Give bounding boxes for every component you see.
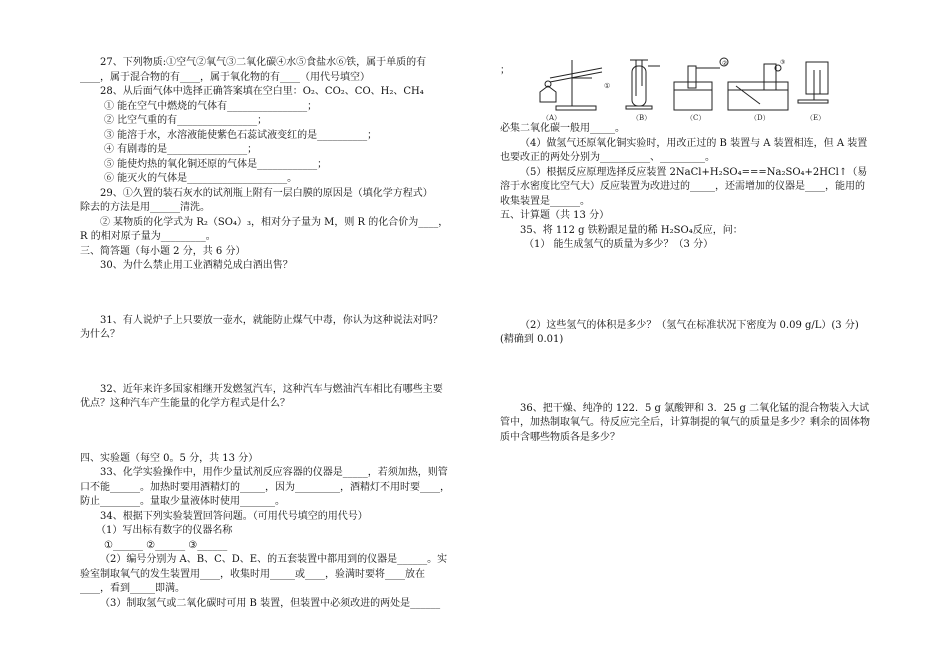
question-34: 34、根据下列实验装置回答问题。（可用代号填空的用代号） — [100, 510, 368, 522]
svg-text:③: ③ — [780, 59, 786, 66]
apparatus-b — [626, 60, 660, 109]
q28-item-3: ③ 能溶于水，水溶液能使紫色石蕊试液变红的是__________； — [104, 129, 378, 141]
apparatus-diagram — [510, 56, 850, 122]
label-e: （E） — [806, 114, 826, 122]
q34-part5: （5）根据反应原理选择反应装置 2NaCl+H₂SO₄===Na₂SO₄+2HCl↑（易溶于水密度比空气大）反应装置为改进过的_____，还需增加的仪器是____，能用的收集装置是______。 — [500, 166, 868, 207]
q35-part1: （1） 能生成氢气的质量为多少？（3 分） — [524, 239, 714, 250]
q34-part3: （3）制取氢气或二氧化碳时可用 B 装置，但装置中必须改进的两处是______ — [100, 597, 441, 609]
left-column — [80, 56, 452, 611]
question-33: 33、化学实验操作中，用作少量试剂反应容器的仪器是_____，若须加热，则管口不能______。加热时要用酒精灯的_____，因为_________，酒精灯不用时要____，防止________。量取少量液体时使用_______。 — [80, 467, 450, 507]
svg-text:②: ② — [722, 60, 728, 67]
q28-item-5: ⑤ 能使灼热的氧化铜还原的气体是____________； — [104, 158, 328, 170]
apparatus-a — [540, 60, 610, 110]
q28-item-6: ⑥ 能灭火的气体是____________________。 — [104, 173, 298, 184]
question-29-part1b: 除去的方法是用______清洗。 — [80, 202, 210, 213]
apparatus-semicolon: ； — [500, 65, 510, 76]
q34-part1-blanks: ①______ ②______ ③______ — [104, 539, 228, 551]
question-32: 32、近年来许多国家相继开发燃氢汽车，这种汽车与燃油汽车相比有哪些主要优点？这种汽车产生能量的化学方程式是什么？ — [80, 383, 443, 409]
question-30: 30、为什么禁止用工业酒精兑成白酒出售？ — [100, 260, 293, 271]
question-36: 36、把干燥、纯净的 122．5 g 氯酸钾和 3．25 g 二氧化锰的混合物装入大试管中，加热制取氧气。待反应完全后，计算制提的氧气的质量是多少？剩余的固体物质中含哪些物质各是多少？ — [500, 402, 870, 443]
svg-text:①: ① — [604, 82, 611, 90]
q28-item-2: ② 比空气重的有________________； — [104, 115, 268, 126]
question-29-part2: ② 某物质的化学式为 R₂（SO₄）₃，相对分子量为 M，则 R 的化合价为____，R 的相对原子量为_________。 — [80, 216, 449, 242]
section-4-heading: 四、实验题（每空 0。5 分，共 13 分） — [80, 452, 259, 464]
question-29-part1: 29、①久置的装石灰水的试剂瓶上附有一层白膜的原因是（填化学方程式） — [100, 187, 433, 199]
apparatus-d — [728, 59, 788, 110]
question-31: 31、有人说炉子上只要放一壶水，就能防止煤气中毒，你认为这种说法对吗？为什么？ — [80, 314, 443, 340]
question-35: 35、将 112 g 铁粉跟足量的稀 H₂SO₄反应，问： — [520, 224, 743, 236]
apparatus-e — [798, 62, 828, 103]
label-d: （D） — [750, 114, 770, 122]
q34-part1: （1）写出标有数字的仪器名称 — [96, 525, 233, 536]
label-b: （B） — [632, 114, 652, 122]
question-28: 28、从后面气体中选择正确答案填在空白里：O₂、CO₂、CO、H₂、CH₄ — [100, 86, 424, 97]
q34-part4: （4）做氢气还原氧化铜实验时，用改正过的 B 装置与 A 装置相连，但 A 装置也要改正的两处分别为__________、_________。 — [500, 137, 868, 163]
q34-part2: （2）编号分别为 A、B、C、D、E、的五套装置中都用到的仪器是______。实验室制取氧气的发生装置用____，收集时用_____或____，验满时要将____放在____，看到_____即满。 — [80, 554, 448, 594]
right-column — [500, 56, 872, 445]
section-3-heading: 三、简答题（每小题 2 分，共 6 分） — [80, 245, 246, 257]
co2-collection-line: 必集二氧化碳一般用_____。 — [500, 123, 625, 134]
q35-part2: （2）这些氢气的体积是多少？（氢气在标准状况下密度为 0.09 g/L）(3 分)(精确到 0.01) — [500, 319, 859, 345]
section-5-heading: 五、计算题（共 13 分） — [500, 210, 610, 221]
label-a: （A） — [542, 114, 562, 122]
apparatus-c — [674, 58, 728, 110]
question-27: 27、下列物质:①空气②氧气③二氧化碳④水⑤食盐水⑥铁，属于单质的有____，属于混合物的有____，属于氧化物的有____（用代号填空） — [80, 57, 427, 83]
q28-item-4: ④ 有剧毒的是________________； — [104, 144, 258, 155]
label-c: （C） — [686, 114, 706, 122]
q28-item-1: ① 能在空气中燃烧的气体有________________； — [104, 100, 318, 112]
